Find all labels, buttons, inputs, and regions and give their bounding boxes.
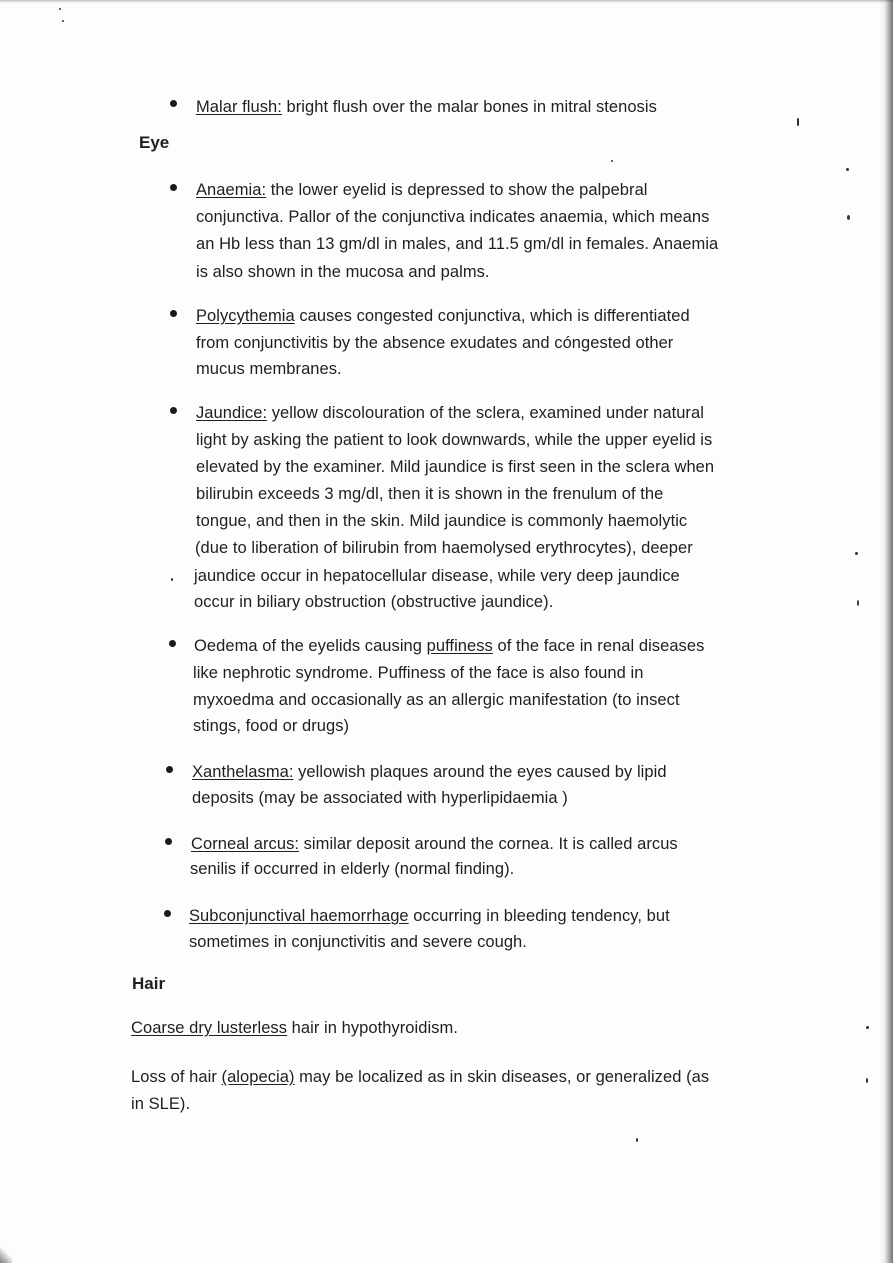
anaemia-line-2: conjunctiva. Pallor of the conjunctiva indicates anaemia, which means	[196, 208, 710, 226]
polycythemia-line-2: from conjunctivitis by the absence exudates and cóngested other	[196, 334, 674, 352]
anaemia-term: Anaemia:	[196, 181, 267, 199]
oedema-line-3: myxoedma and occasionally as an allergic manifestation (to insect	[193, 691, 680, 709]
oedema-line-1-end: of the face in renal diseases	[492, 637, 705, 655]
subconjunctival-line-1: occurring in bleeding tendency, but	[408, 907, 670, 925]
jaundice-line-7: jaundice occur in hepatocellular disease, while very deep jaundice	[194, 567, 680, 585]
page-top-edge	[0, 0, 893, 3]
polycythemia-item	[196, 303, 690, 330]
xanthelasma-item	[192, 759, 667, 786]
page-corner-shadow	[0, 1245, 12, 1263]
coarse-hair-paragraph	[131, 1015, 458, 1042]
subconjunctival-line-2: sometimes in conjunctivitis and severe cough.	[189, 933, 527, 951]
xanthelasma-line-2: deposits (may be associated with hyperlipidaemia )	[192, 789, 568, 807]
alopecia-term: (alopecia)	[221, 1068, 295, 1086]
corneal-arcus-item	[191, 831, 678, 858]
oedema-line-4: stings, food or drugs)	[193, 717, 350, 735]
subconjunctival-term: Subconjunctival haemorrhage	[189, 907, 409, 925]
oedema-item	[194, 633, 704, 660]
oedema-line-1-start: Oedema of the eyelids causing	[194, 637, 427, 655]
page-right-shadow	[879, 0, 893, 1263]
polycythemia-line-3: mucus membranes.	[196, 360, 342, 378]
anaemia-line-4: is also shown in the mucosa and palms.	[196, 263, 490, 281]
subconjunctival-item	[189, 903, 670, 930]
jaundice-item	[196, 400, 704, 427]
jaundice-line-1: yellow discolouration of the sclera, examined under natural	[267, 404, 704, 422]
bullet-icon	[170, 100, 177, 107]
jaundice-line-2: light by asking the patient to look downwards, while the upper eyelid is	[196, 431, 713, 449]
xanthelasma-term: Xanthelasma:	[192, 763, 294, 781]
scan-speck	[636, 1138, 638, 1142]
jaundice-line-6: (due to liberation of bilirubin from haemolysed erythrocytes), deeper	[195, 539, 693, 557]
scan-speck	[797, 118, 799, 126]
corneal-arcus-term: Corneal arcus:	[191, 835, 299, 853]
coarse-hair-term: Coarse dry lusterless	[131, 1019, 288, 1037]
jaundice-line-5: tongue, and then in the skin. Mild jaundice is commonly haemolytic	[196, 512, 688, 530]
jaundice-line-4: bilirubin exceeds 3 mg/dl, then it is shown in the frenulum of the	[196, 485, 664, 503]
scan-speck	[846, 168, 849, 171]
polycythemia-term: Polycythemia	[196, 307, 295, 325]
bullet-icon	[170, 184, 177, 191]
bullet-icon	[170, 407, 177, 414]
jaundice-term: Jaundice:	[196, 404, 268, 422]
scan-speck	[847, 215, 850, 220]
anaemia-line-1: the lower eyelid is depressed to show the palpebral	[266, 181, 648, 199]
malar-flush-item	[196, 94, 657, 121]
bullet-icon	[164, 910, 171, 917]
bullet-icon	[170, 310, 177, 317]
polycythemia-line-1: causes congested conjunctiva, which is differentiated	[294, 307, 690, 325]
scan-speck	[59, 8, 61, 10]
scan-speck	[866, 1026, 869, 1029]
bullet-icon	[169, 640, 176, 647]
bullet-icon	[165, 838, 172, 845]
xanthelasma-line-1: yellowish plaques around the eyes caused by lipid	[293, 763, 667, 781]
scan-speck	[171, 578, 173, 581]
section-heading-hair: Hair	[132, 974, 166, 993]
scan-speck	[857, 600, 859, 606]
oedema-line-2: like nephrotic syndrome. Puffiness of the face is also found in	[193, 664, 644, 682]
scan-speck	[855, 552, 858, 555]
hair-loss-line-2: in SLE).	[131, 1095, 191, 1113]
hair-loss-start: Loss of hair	[131, 1068, 222, 1086]
malar-flush-text: bright flush over the malar bones in mitral stenosis	[281, 98, 657, 116]
jaundice-line-8: occur in biliary obstruction (obstructive jaundice).	[194, 593, 554, 611]
hair-loss-paragraph	[131, 1064, 709, 1091]
scan-speck	[611, 160, 613, 162]
puffiness-term: puffiness	[426, 637, 493, 655]
bullet-icon	[166, 766, 173, 773]
hair-loss-end: may be localized as in skin diseases, or generalized (as	[294, 1068, 710, 1086]
coarse-hair-text: hair in hypothyroidism.	[287, 1019, 458, 1037]
jaundice-line-3: elevated by the examiner. Mild jaundice is first seen in the sclera when	[196, 458, 715, 476]
corneal-arcus-line-2: senilis if occurred in elderly (normal finding).	[190, 860, 515, 878]
malar-flush-term: Malar flush:	[196, 98, 282, 116]
section-heading-eye: Eye	[139, 133, 170, 152]
scan-speck	[62, 20, 64, 22]
anaemia-line-3: an Hb less than 13 gm/dl in males, and 11.5 gm/dl in females. Anaemia	[196, 235, 719, 253]
corneal-arcus-line-1: similar deposit around the cornea. It is called arcus	[299, 835, 678, 853]
anaemia-item	[196, 177, 648, 204]
scan-speck	[866, 1078, 868, 1083]
